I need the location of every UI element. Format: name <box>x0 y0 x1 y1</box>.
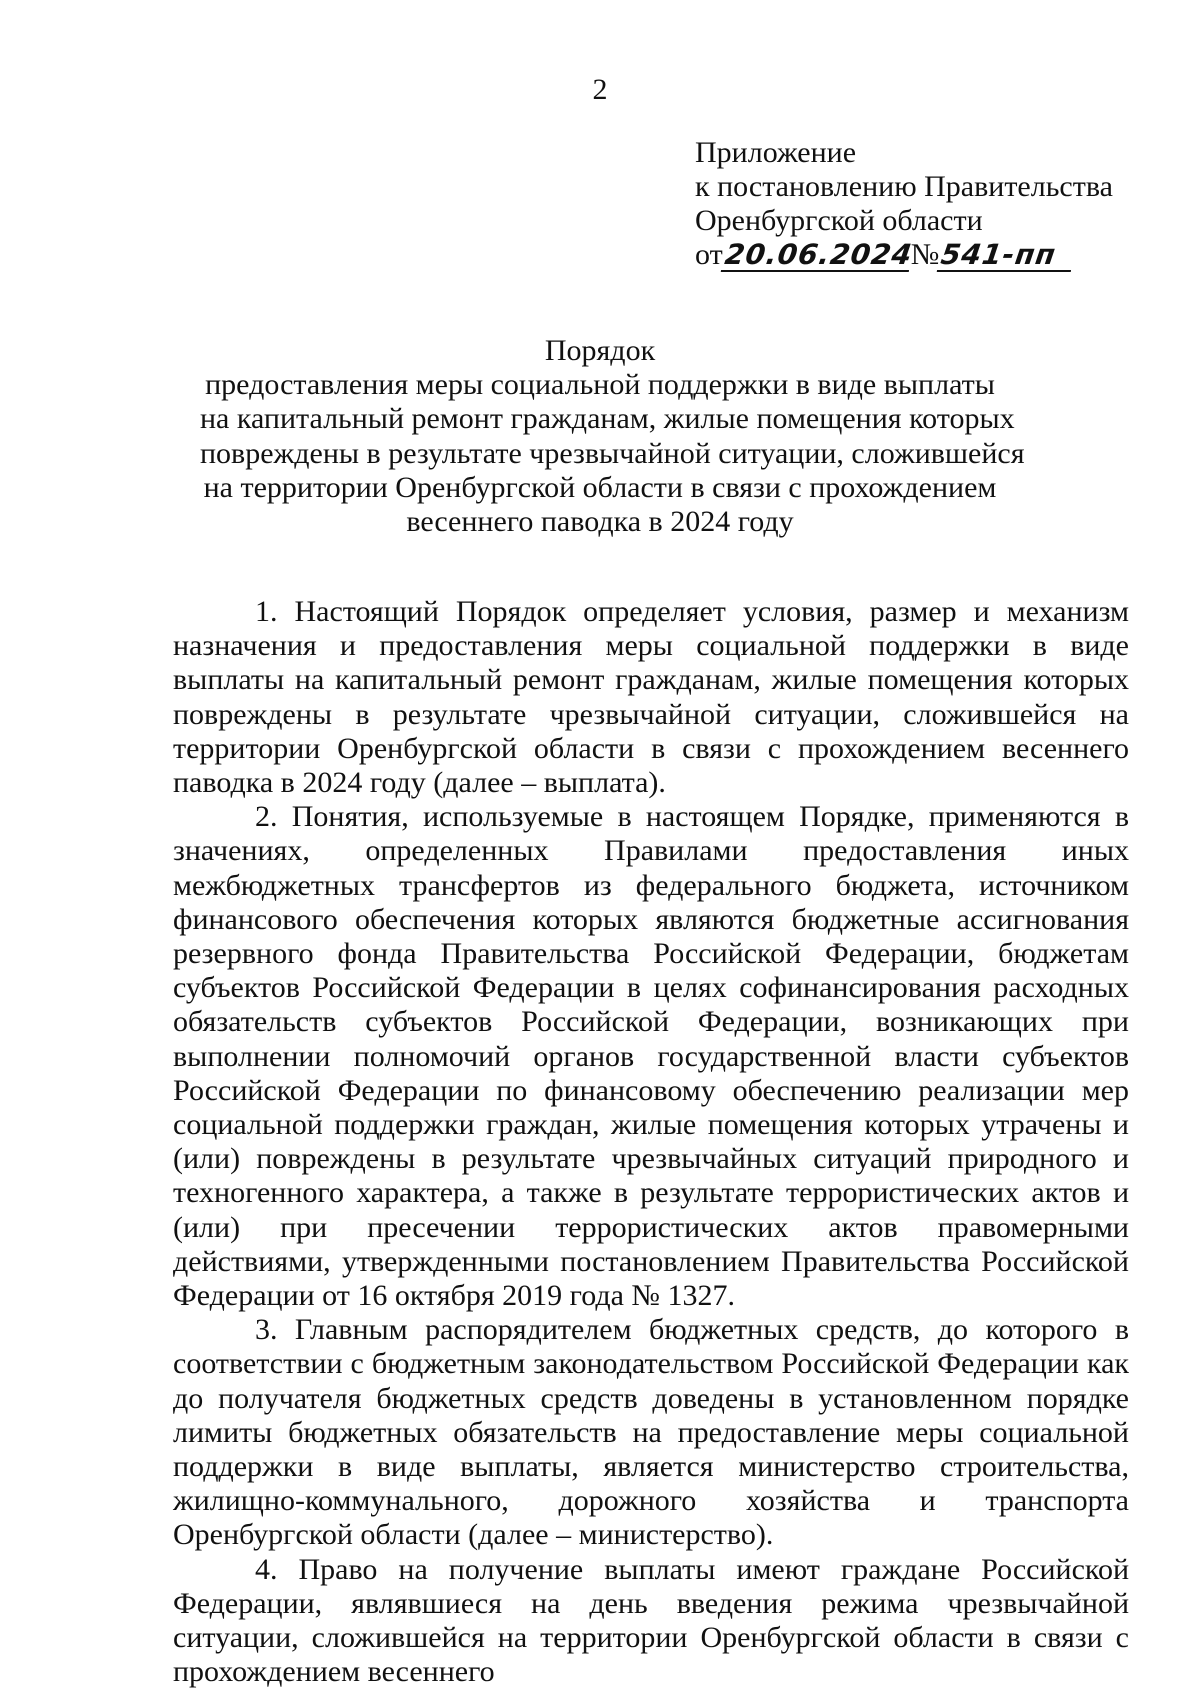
appendix-line-1: Приложение <box>695 136 857 169</box>
number-sign: № <box>910 238 940 271</box>
from-label: от <box>695 238 723 271</box>
paragraph-2: 2. Понятия, используемые в настоящем Порядке, применяются в значениях, определенных Правилами предоставления иных межбюджетных трансфертов из федерального бюджета, источником финансового обеспечения которых являются бюджетные ассигнования резервного фонда Правительства Российской Федерации, бюджетам субъектов Российской Федерации в целях софинансирования расходных обязательств субъектов Российской Федерации, возникающих при выполнении полномочий органов государственной власти субъектов Российской Федерации по финансовому обеспечению реализации мер социальной поддержки граждан, жилые помещения которых утрачены и (или) повреждены в результате чрезвычайных ситуаций природного и техногенного характера, а также в результате террористических актов и (или) при пресечении террористических актов правомерными действиями, утвержденными постановлением Правительства Российской Федерации от 16 октября 2019 года № 1327. <box>173 800 1129 1313</box>
appendix-header <box>695 136 1113 272</box>
handwritten-number: 541-пп <box>937 240 1075 272</box>
paragraph-4: 4. Право на получение выплаты имеют граждане Российской Федерации, являвшиеся на день введения режима чрезвычайной ситуации, сложившейся на территории Оренбургской области в связи с прохождением весеннего <box>173 1552 1129 1689</box>
document-body <box>173 595 1129 1690</box>
appendix-line-3: Оренбургской области <box>695 204 983 237</box>
handwritten-date: 20.06.2024 <box>720 240 912 272</box>
document-title <box>200 334 1025 539</box>
title-line-4: повреждены в результате чрезвычайной ситуации, сложившейся <box>200 436 1025 470</box>
title-line-1: Порядок <box>544 334 656 367</box>
title-line-5: на территории Оренбургской области в связи с прохождением <box>203 470 997 504</box>
title-line-6: весеннего паводка в 2024 году <box>406 505 794 539</box>
page-number: 2 <box>592 73 608 106</box>
appendix-line-2: к постановлению Правительства <box>695 170 1113 203</box>
paragraph-1: 1. Настоящий Порядок определяет условия, размер и механизм назначения и предоставления меры социальной поддержки в виде выплаты на капитальный ремонт гражданам, жилые помещения которых повреждены в результате чрезвычайной ситуации, сложившейся на территории Оренбургской области в связи с прохождением весеннего паводка в 2024 году (далее – выплата). <box>173 595 1129 800</box>
title-line-3: на капитальный ремонт гражданам, жилые помещения которых <box>200 402 1015 436</box>
paragraph-3: 3. Главным распорядителем бюджетных средств, до которого в соответствии с бюджетным законодательством Российской Федерации как до получателя бюджетных средств доведены в установленном порядке лимиты бюджетных обязательств на предоставление меры социальной поддержки в виде выплаты, является министерство строительства, жилищно-коммунального, дорожного хозяйства и транспорта Оренбургской области (далее – министерство). <box>173 1313 1129 1552</box>
title-line-2: предоставления меры социальной поддержки в виде выплаты <box>205 368 995 402</box>
appendix-date-line <box>695 238 1113 272</box>
